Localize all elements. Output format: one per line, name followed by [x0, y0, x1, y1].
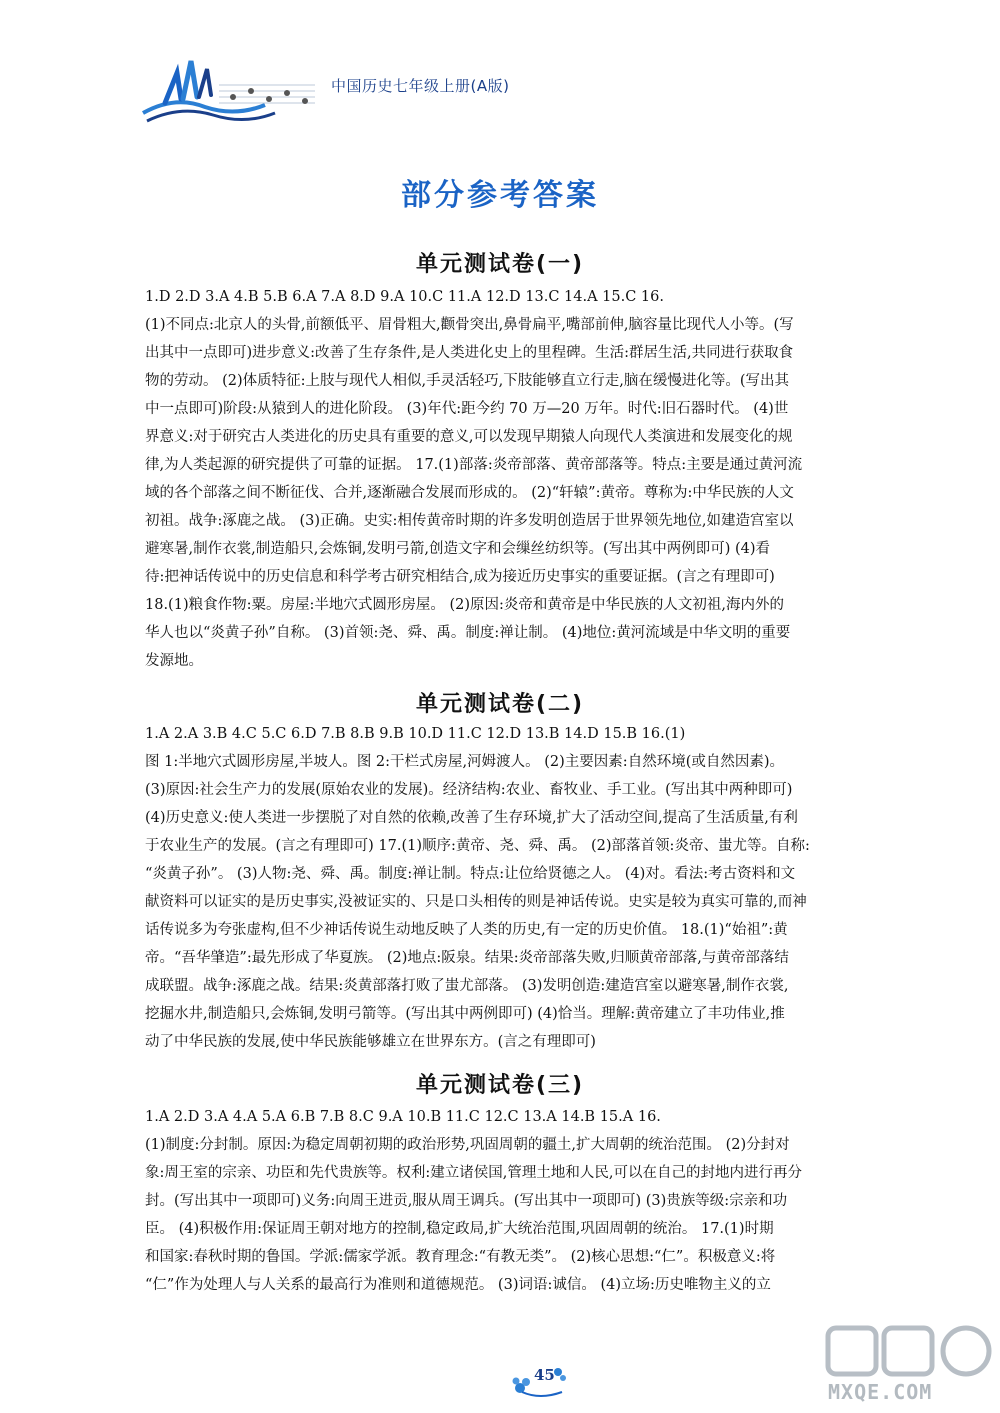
section-title-1: 单元测试卷(一): [415, 252, 585, 277]
page-number: 45: [534, 1366, 555, 1384]
answer-block-2: [145, 720, 860, 1056]
answer-line: 动了中华民族的发展,使中华民族能够雄立在世界东方。(言之有理即可): [145, 1034, 596, 1050]
answer-line: “炎黄子孙”。 (3)人物:尧、舜、禹。制度:禅让制。特点:让位给贤德之人。 (4)对。看法:考古资料和文: [145, 866, 796, 882]
answer-block-1: [145, 283, 860, 675]
answer-line: 1.D 2.D 3.A 4.B 5.B 6.A 7.A 8.D 9.A 10.C 11.A 12.D 13.C 14.A 15.C 16.: [145, 289, 664, 305]
watermark-logo-icon: [820, 1322, 998, 1382]
answer-line: 话传说多为夸张虚构,但不少神话传说生动地反映了人类的历史,有一定的历史价值。 18.(1)“始祖”:黄: [145, 922, 788, 938]
answer-line: 出其中一点即可)进步意义:改善了生存条件,是人类进化史上的里程碑。生活:群居生活,共同进行获取食: [145, 345, 794, 361]
answer-line: 成联盟。战争:涿鹿之战。结果:炎黄部落打败了蚩尤部落。 (3)发明创造:建造宫室以避寒暑,制作衣裳,: [145, 978, 789, 994]
section-title-3: 单元测试卷(三): [415, 1073, 585, 1098]
section-title-2: 单元测试卷(二): [415, 692, 585, 717]
answer-block-3: [145, 1103, 860, 1299]
answer-line: 待:把神话传说中的历史信息和科学考古研究相结合,成为接近历史事实的重要证据。(言之有理即可): [145, 569, 775, 585]
page-header: [135, 55, 555, 130]
answer-line: 避寒暑,制作衣裳,制造船只,会炼铜,发明弓箭,创造文字和会缫丝纺织等。(写出其中两例即可) (4)看: [145, 541, 771, 557]
answer-line: 图 1:半地穴式圆形房屋,半坡人。图 2:干栏式房屋,河姆渡人。 (2)主要因素:自然环境(或自然因素)。: [145, 754, 785, 770]
answer-line: 域的各个部落之间不断征伐、合并,逐渐融合发展而形成的。 (2)“轩辕”:黄帝。尊称为:中华民族的人文: [145, 485, 794, 501]
answer-line: 物的劳动。 (2)体质特征:上肢与现代人相似,手灵活轻巧,下肢能够直立行走,脑在缓慢进化等。(写出其: [145, 373, 790, 389]
answer-line: “仁”作为处理人与人关系的最高行为准则和道德规范。 (3)词语:诚信。 (4)立场:历史唯物主义的立: [145, 1277, 771, 1293]
answer-line: (1)不同点:北京人的头骨,前额低平、眉骨粗大,颧骨突出,鼻骨扁平,嘴部前伸,脑容量比现代人小等。(写: [145, 317, 794, 333]
answer-line: (1)制度:分封制。原因:为稳定周朝初期的政治形势,巩固周朝的疆土,扩大周朝的统治范围。 (2)分封对: [145, 1137, 790, 1153]
page-number-badge: [510, 1362, 570, 1402]
answer-line: 臣。 (4)积极作用:保证周王朝对地方的控制,稳定政局,扩大统治范围,巩固周朝的统治。 17.(1)时期: [145, 1221, 774, 1237]
answer-line: 挖掘水井,制造船只,会炼铜,发明弓箭等。(写出其中两例即可) (4)恰当。理解:黄帝建立了丰功伟业,推: [145, 1006, 785, 1022]
answer-line: 帝。“吾华肇造”:最先形成了华夏族。 (2)地点:阪泉。结果:炎帝部落失败,归顺黄帝部落,与黄帝部落结: [145, 950, 789, 966]
answer-line: 1.A 2.A 3.B 4.C 5.C 6.D 7.B 8.B 9.B 10.D 11.C 12.D 13.B 14.D 15.B 16.(1): [145, 726, 686, 742]
answer-line: 18.(1)粮食作物:粟。房屋:半地穴式圆形房屋。 (2)原因:炎帝和黄帝是中华民族的人文初祖,海内外的: [145, 597, 785, 613]
answer-line: 发源地。: [145, 653, 203, 669]
answer-line: (3)原因:社会生产力的发展(原始农业的发展)。经济结构:农业、畜牧业、手工业。(写出其中两种即可): [145, 782, 793, 798]
page-title: 部分参考答案: [401, 178, 599, 213]
answer-line: 华人也以“炎黄子孙”自称。 (3)首领:尧、舜、禹。制度:禅让制。 (4)地位:黄河流域是中华文明的重要: [145, 625, 791, 641]
answer-line: 律,为人类起源的研究提供了可靠的证据。 17.(1)部落:炎帝部落、黄帝部落等。特点:主要是通过黄河流: [145, 457, 803, 473]
answer-line: 界意义:对于研究古人类进化的历史具有重要的意义,可以发现早期猿人向现代人类演进和发展变化的规: [145, 429, 793, 445]
answer-line: 初祖。战争:涿鹿之战。 (3)正确。史实:相传黄帝时期的许多发明创造居于世界领先地位,如建造宫室以: [145, 513, 794, 529]
book-title: 中国历史七年级上册(A版): [331, 77, 510, 95]
watermark: [820, 1322, 998, 1412]
answer-line: 象:周王室的宗亲、功臣和先代贵族等。权利:建立诸侯国,管理土地和人民,可以在自己的封地内进行再分: [145, 1165, 802, 1181]
answer-line: 和国家:春秋时期的鲁国。学派:儒家学派。教育理念:“有教无类”。 (2)核心思想:“仁”。积极意义:将: [145, 1249, 776, 1265]
answer-line: 献资料可以证实的是历史事实,没被证实的、只是口头相传的则是神话传说。史实是较为真实可靠的,而神: [145, 894, 807, 910]
answer-line: 封。(写出其中一项即可)义务:向周王进贡,服从周王调兵。(写出其中一项即可) (3)贵族等级:宗亲和功: [145, 1193, 788, 1209]
answer-line: 于农业生产的发展。(言之有理即可) 17.(1)顺序:黄帝、尧、舜、禹。 (2)部落首领:炎帝、蚩尤等。自称:: [145, 838, 810, 854]
watermark-text: MXQE.COM: [828, 1380, 933, 1404]
book-logo-icon: [135, 55, 320, 127]
answer-line: 1.A 2.D 3.A 4.A 5.A 6.B 7.B 8.C 9.A 10.B 11.C 12.C 13.A 14.B 15.A 16.: [145, 1109, 661, 1125]
answer-line: (4)历史意义:使人类进一步摆脱了对自然的依赖,改善了生存环境,扩大了活动空间,提高了生活质量,有利: [145, 810, 798, 826]
answer-line: 中一点即可)阶段:从猿到人的进化阶段。 (3)年代:距今约 70 万—20 万年。时代:旧石器时代。 (4)世: [145, 401, 789, 417]
